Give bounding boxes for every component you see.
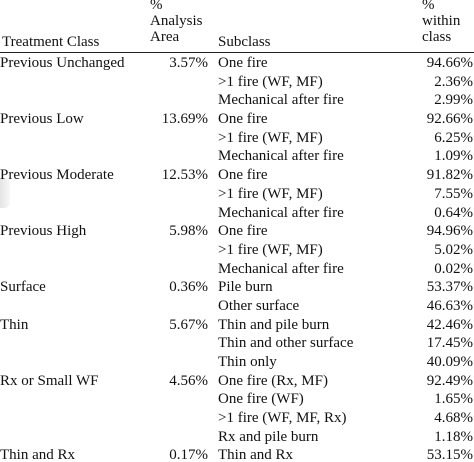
header-analysis-area-line-2: Analysis bbox=[150, 13, 203, 29]
subclass-cell: >1 fire (WF, MF) bbox=[218, 129, 323, 146]
table-row bbox=[0, 278, 474, 297]
within-class-cell: 5.02% bbox=[434, 241, 473, 258]
header-analysis-area bbox=[150, 0, 203, 45]
table-row bbox=[0, 428, 474, 447]
table-row bbox=[0, 222, 474, 241]
within-class-cell: 1.09% bbox=[434, 148, 473, 165]
table-row bbox=[0, 390, 474, 409]
table-row bbox=[0, 73, 474, 92]
analysis-area-cell: 5.98% bbox=[169, 223, 208, 240]
subclass-cell: One fire bbox=[218, 223, 268, 240]
table-row bbox=[0, 316, 474, 335]
treatment-class-cell: Previous High bbox=[0, 223, 87, 240]
treatment-class-cell: Surface bbox=[0, 279, 46, 296]
within-class-cell: 53.15% bbox=[426, 447, 473, 462]
subclass-cell: Pile burn bbox=[218, 279, 273, 296]
table-row bbox=[0, 353, 474, 372]
within-class-cell: 42.46% bbox=[426, 316, 473, 333]
subclass-cell: Mechanical after fire bbox=[218, 204, 344, 221]
within-class-cell: 1.18% bbox=[434, 428, 473, 445]
table-row bbox=[0, 372, 474, 391]
within-class-cell: 46.63% bbox=[426, 297, 473, 314]
treatment-class-cell: Rx or Small WF bbox=[0, 372, 99, 389]
table-row bbox=[0, 409, 474, 428]
table-body bbox=[0, 54, 474, 462]
subclass-cell: Other surface bbox=[218, 297, 300, 314]
header-within-class-line-3: class bbox=[422, 29, 452, 45]
table-row bbox=[0, 91, 474, 110]
subclass-cell: Mechanical after fire bbox=[218, 148, 344, 165]
table-row bbox=[0, 446, 474, 462]
table-row bbox=[0, 129, 474, 148]
within-class-cell: 0.02% bbox=[434, 260, 473, 277]
subclass-cell: >1 fire (WF, MF) bbox=[218, 241, 323, 258]
table-row bbox=[0, 334, 474, 353]
within-class-cell: 0.64% bbox=[434, 204, 473, 221]
subclass-cell: One fire (Rx, MF) bbox=[218, 372, 328, 389]
treatment-class-cell: Previous Low bbox=[0, 111, 84, 128]
header-within-class-line-1: % bbox=[422, 0, 435, 13]
table-row bbox=[0, 297, 474, 316]
within-class-cell: 91.82% bbox=[426, 167, 473, 184]
subclass-cell: Mechanical after fire bbox=[218, 260, 344, 277]
table-row bbox=[0, 166, 474, 185]
treatment-class-cell: Previous Moderate bbox=[0, 167, 114, 184]
within-class-cell: 7.55% bbox=[434, 185, 473, 202]
subclass-cell: One fire (WF) bbox=[218, 391, 304, 408]
header-within-class bbox=[422, 0, 460, 45]
treatment-class-cell: Previous Unchanged bbox=[0, 55, 125, 71]
within-class-cell: 40.09% bbox=[426, 354, 473, 370]
subclass-cell: One fire bbox=[218, 55, 268, 71]
within-class-cell: 2.36% bbox=[434, 73, 473, 90]
within-class-cell: 4.68% bbox=[434, 410, 473, 427]
subclass-cell: One fire bbox=[218, 111, 268, 128]
subclass-cell: >1 fire (WF, MF, Rx) bbox=[218, 410, 347, 427]
subclass-cell: Mechanical after fire bbox=[218, 92, 344, 109]
table-row bbox=[0, 204, 474, 223]
header-within-class-line-2: within bbox=[422, 13, 461, 29]
within-class-cell: 17.45% bbox=[426, 335, 473, 352]
subclass-cell: Thin and pile burn bbox=[218, 316, 330, 333]
subclass-cell: One fire bbox=[218, 167, 268, 184]
table-row bbox=[0, 260, 474, 279]
table-row bbox=[0, 54, 474, 73]
subclass-cell: Thin only bbox=[218, 354, 277, 370]
subclass-cell: >1 fire (WF, MF) bbox=[218, 73, 323, 90]
within-class-cell: 92.66% bbox=[426, 111, 473, 128]
subclass-cell: >1 fire (WF, MF) bbox=[218, 185, 323, 202]
within-class-cell: 53.37% bbox=[426, 279, 473, 296]
table-row bbox=[0, 241, 474, 260]
treatment-class-cell: Thin and Rx bbox=[0, 447, 75, 462]
header-analysis-area-line-3: Area bbox=[150, 29, 180, 45]
header-treatment-class: Treatment Class bbox=[2, 34, 100, 50]
table-row bbox=[0, 110, 474, 129]
table-row bbox=[0, 147, 474, 166]
analysis-area-cell: 12.53% bbox=[161, 167, 208, 184]
table-row bbox=[0, 185, 474, 204]
within-class-cell: 1.65% bbox=[434, 391, 473, 408]
analysis-area-cell: 0.36% bbox=[169, 279, 208, 296]
table-header bbox=[0, 0, 474, 53]
within-class-cell: 2.99% bbox=[434, 92, 473, 109]
analysis-area-cell: 3.57% bbox=[169, 55, 208, 71]
within-class-cell: 92.49% bbox=[426, 372, 473, 389]
subclass-cell: Thin and Rx bbox=[218, 447, 293, 462]
analysis-area-cell: 0.17% bbox=[169, 447, 208, 462]
subclass-cell: Thin and other surface bbox=[218, 335, 354, 352]
analysis-area-cell: 13.69% bbox=[161, 111, 208, 128]
within-class-cell: 94.96% bbox=[426, 223, 473, 240]
within-class-cell: 94.66% bbox=[426, 55, 473, 71]
subclass-cell: Rx and pile burn bbox=[218, 428, 319, 445]
analysis-area-cell: 4.56% bbox=[169, 372, 208, 389]
header-analysis-area-line-1: % bbox=[150, 0, 163, 13]
analysis-area-cell: 5.67% bbox=[169, 316, 208, 333]
treatment-class-cell: Thin bbox=[0, 316, 29, 333]
within-class-cell: 6.25% bbox=[434, 129, 473, 146]
header-subclass: Subclass bbox=[218, 34, 271, 50]
